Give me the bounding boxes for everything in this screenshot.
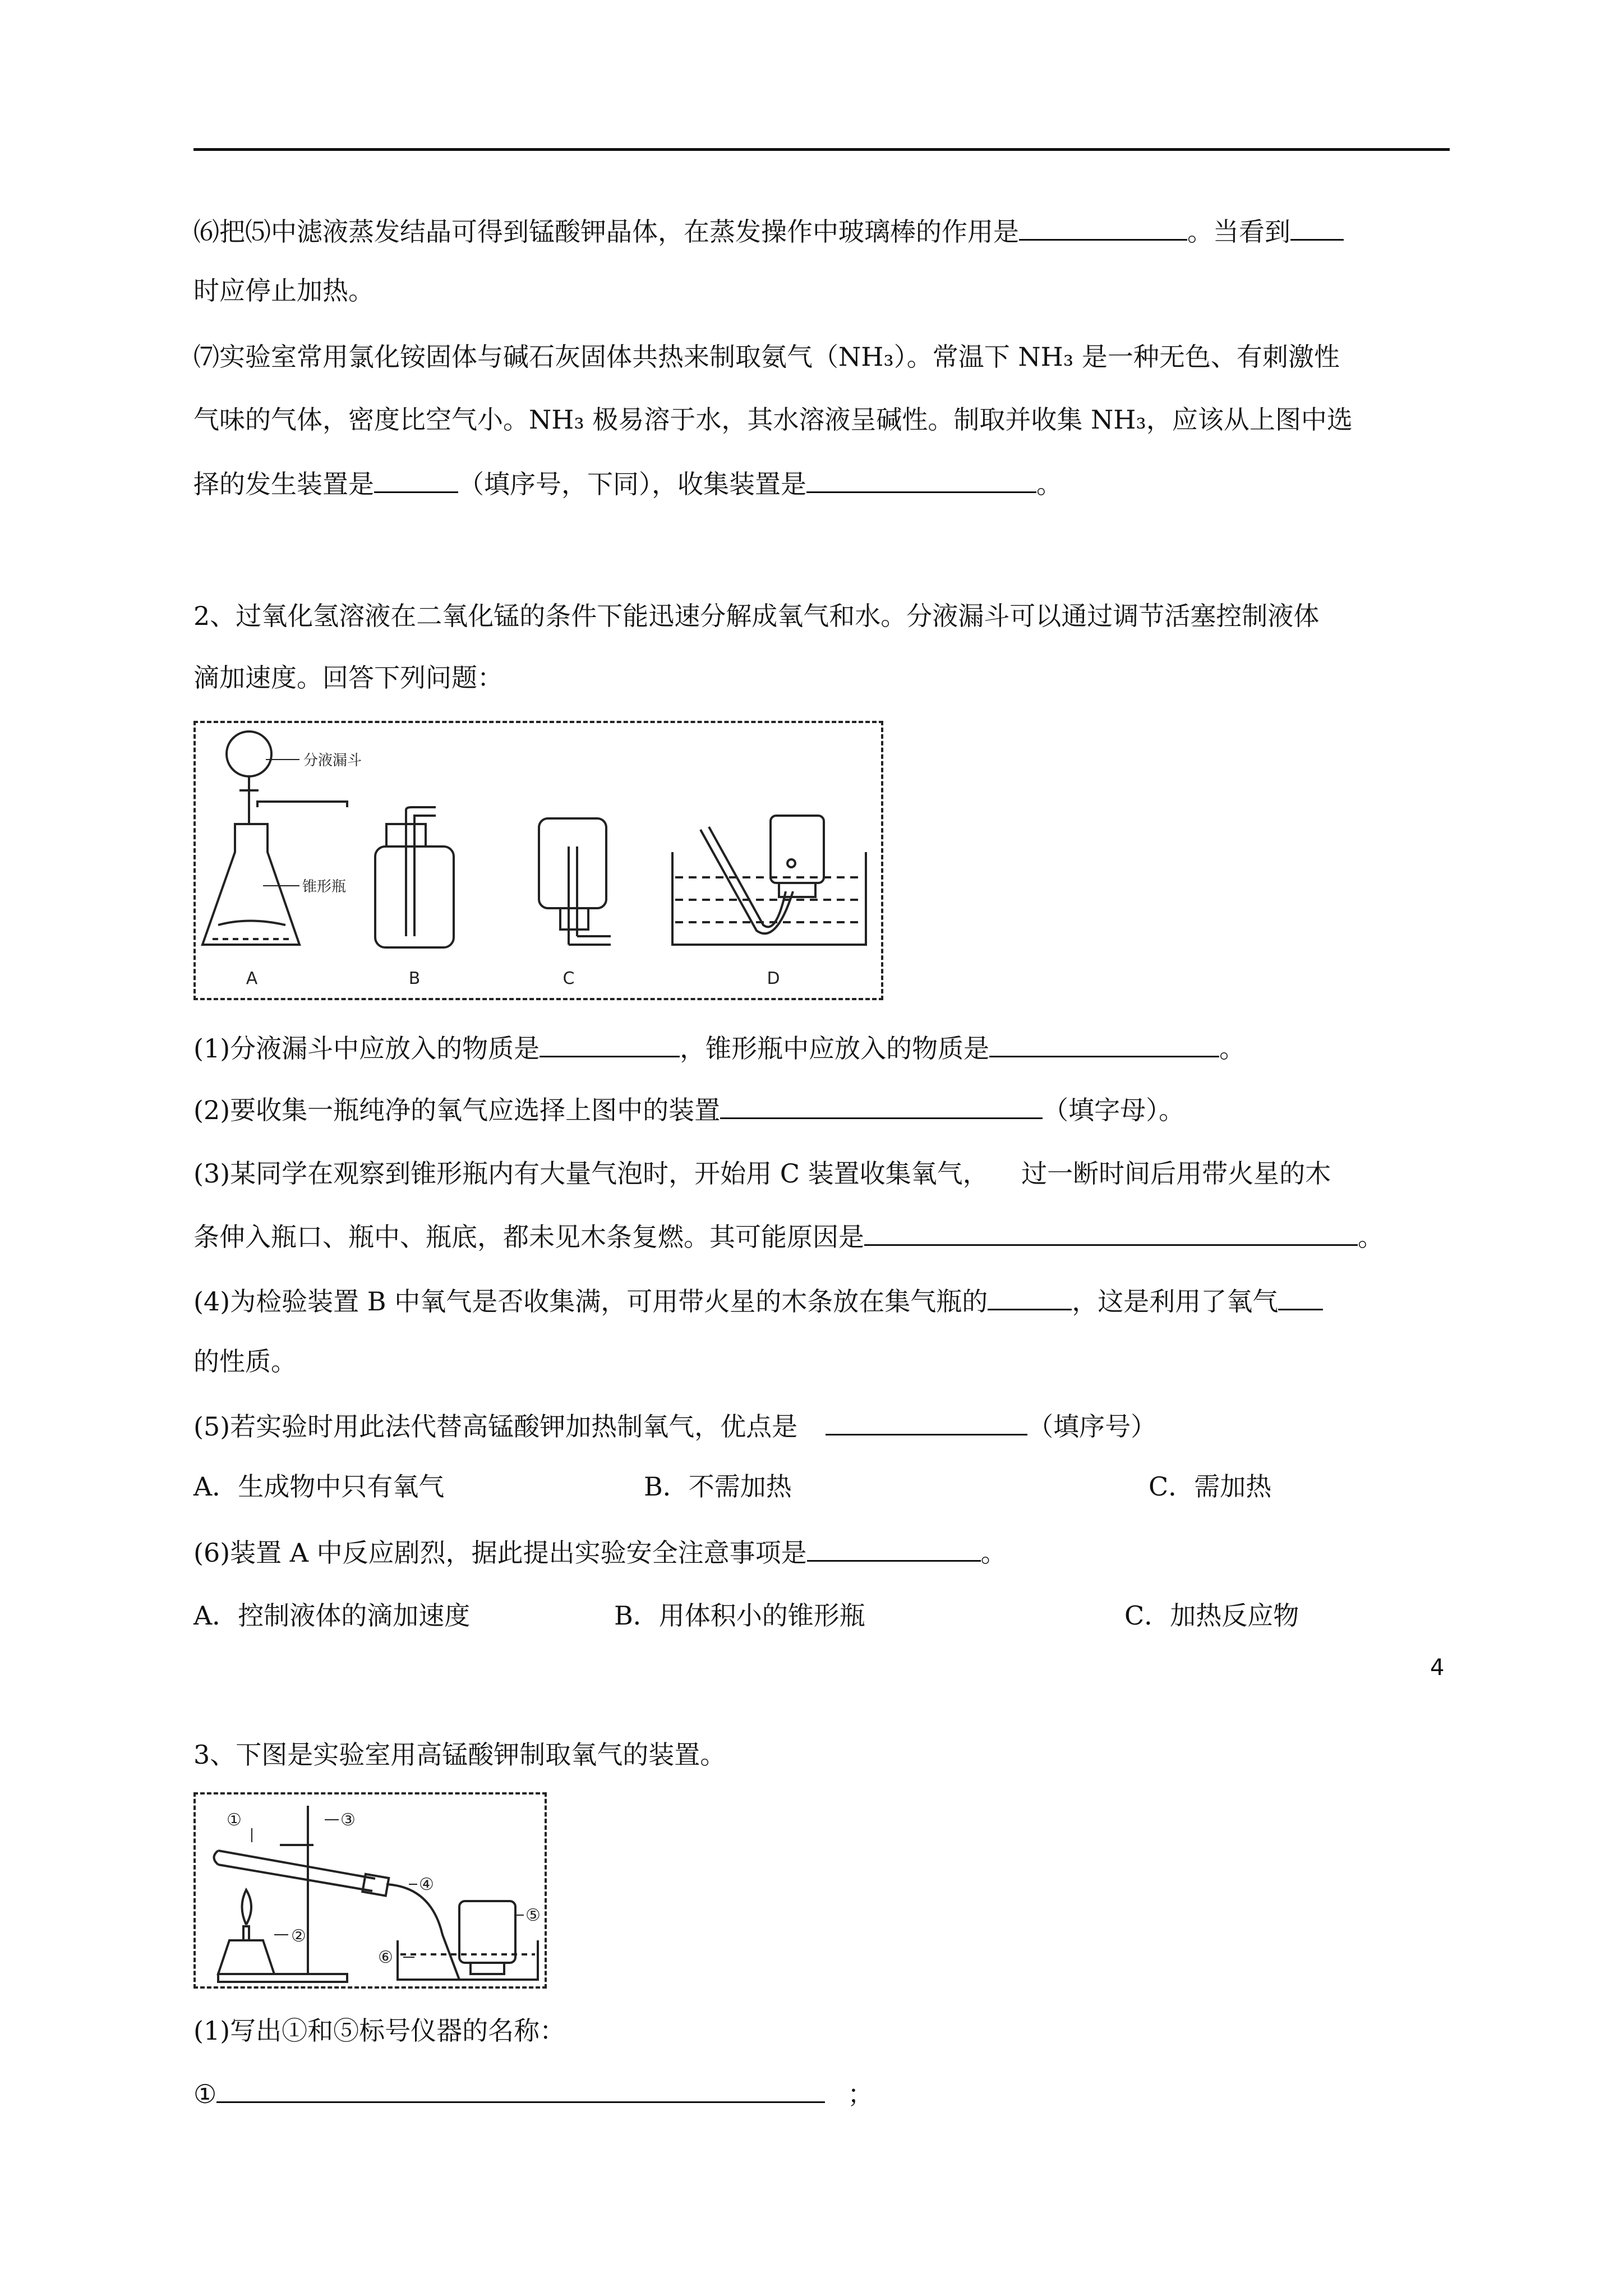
answer-blank[interactable] [216,2076,825,2103]
q1-sub6-text: ⑹把⑸中滤液蒸发结晶可得到锰酸钾晶体，在蒸发操作中玻璃棒的作用是 [193,217,1019,247]
q1-sub6-line1 [193,213,1344,249]
label-3: ③ [340,1810,356,1830]
q1-sub6-line2 [193,274,374,307]
q2-sub6-option-b: B．用体积小的锥形瓶 [614,1600,865,1631]
q2-sub1-text-3: 。 [1219,1033,1246,1064]
q2-sub2 [193,1092,1184,1127]
q3-sub1-answer [193,2076,873,2111]
answer-blank[interactable] [989,1030,1219,1057]
q2-sub1 [193,1030,1245,1065]
header-rule [193,148,1450,151]
q2-intro-line2 [193,661,503,694]
q2-sub5-text: (5)若实验时用此法代替高锰酸钾加热制氧气，优点是 [193,1411,798,1442]
q1-sub6-text-3: 时应停止加热。 [193,275,374,306]
answer-blank[interactable] [1290,213,1344,241]
q2-sub6-text-2: 。 [980,1538,1007,1568]
q2-sub3-text-2: 条伸入瓶口、瓶中、瓶底，都未见木条复燃。其可能原因是 [193,1222,864,1252]
label-funnel: 分液漏斗 [303,752,362,769]
label-c: C [562,969,575,988]
q2-sub1-text-2: ，锥形瓶中应放入的物质是 [680,1033,990,1064]
q2-sub2-text-2: （填字母）。 [1043,1095,1185,1125]
label-flask: 锥形瓶 [302,878,347,895]
q2-sub5-option-a: A．生成物中只有氧气 [193,1471,445,1502]
q3-sub1: (1)写出①和⑤标号仪器的名称： [193,2016,566,2046]
q2-sub3-line2 [193,1218,1384,1254]
q2-sub4-text-3: 的性质。 [193,1346,297,1377]
q2-sub3-text-3: 。 [1358,1222,1384,1252]
apparatus-b [375,807,454,947]
q2-sub5-option-c: C．需加热 [1149,1471,1272,1502]
answer-blank[interactable] [540,1030,680,1057]
answer-blank[interactable] [988,1283,1072,1310]
q2-sub1-text: (1)分液漏斗中应放入的物质是 [193,1033,540,1064]
q2-sub4-line2 [193,1345,297,1378]
label-d: D [767,969,780,988]
apparatus-d [672,816,866,945]
q2-sub5 [193,1408,1156,1443]
q1-sub7-line2 [193,403,1353,436]
q2-intro-text-2: 滴加速度。回答下列问题： [193,662,503,693]
q3-figure [193,1792,547,1989]
label-4: ④ [419,1875,434,1894]
answer-blank[interactable] [1278,1283,1323,1310]
q3-sub1-answer-text: ① [193,2079,217,2109]
label-1: ① [227,1810,242,1830]
q2-sub3-line1 [193,1157,1331,1190]
q2-sub2-text: (2)要收集一瓶纯净的氧气应选择上图中的装置 [193,1095,721,1125]
answer-blank[interactable] [807,1534,981,1562]
q2-sub6-text: (6)装置 A 中反应剧烈，据此提出实验安全注意事项是 [193,1538,807,1568]
answer-blank[interactable] [806,466,1036,493]
q1-sub7-text-4: （填序号，下同），收集装置是 [458,469,806,499]
label-5: ⑤ [525,1906,541,1925]
label-b: B [408,969,421,988]
q2-apparatus-drawing [196,723,881,998]
q3-sub1-answer-text-2: ； [847,2079,874,2109]
apparatus-c [539,818,611,945]
q2-sub6-option-a: A．控制液体的滴加速度 [193,1600,471,1631]
q3-intro: 3、下图是实验室用高锰酸钾制取氧气的装置。 [193,1740,726,1770]
label-a: A [246,969,258,988]
label-6: ⑥ [378,1948,393,1967]
answer-blank[interactable] [864,1218,1358,1246]
q1-sub6-text-2: 。当看到 [1187,217,1290,247]
q1-sub7-text-2: 气味的气体，密度比空气小。NH₃ 极易溶于水，其水溶液呈碱性。制取并收集 NH₃，应该从上图中选 [193,404,1353,435]
q2-sub3-text: (3)某同学在观察到锥形瓶内有大量气泡时，开始用 C 装置收集氧气， 过一断时间后用带火星的木 [193,1158,1331,1189]
q2-sub6-option-c: C．加热反应物 [1124,1600,1299,1631]
q2-intro-line1 [193,599,1319,633]
q3-number-labels [196,1795,545,1986]
q2-sub5-text-2: （填序号） [1027,1411,1157,1442]
q1-sub7-line3 [193,466,1062,501]
q2-intro-text: 2、过氧化氢溶液在二氧化锰的条件下能迅速分解成氧气和水。分液漏斗可以通过调节活塞控制液体 [193,601,1320,631]
q1-sub7-text: ⑺实验室常用氯化铵固体与碱石灰固体共热来制取氨气（NH₃）。常温下 NH₃ 是一种无色、有刺激性 [193,342,1340,372]
answer-blank[interactable] [374,466,458,493]
q2-sub4-text: (4)为检验装置 B 中氧气是否收集满，可用带火星的木条放在集气瓶的 [193,1286,988,1317]
answer-blank[interactable] [826,1408,1027,1435]
page-number: 4 [1430,1655,1445,1681]
answer-blank[interactable] [1019,213,1187,241]
answer-blank[interactable] [720,1092,1043,1119]
q2-figure [193,721,883,1000]
label-2: ② [291,1926,306,1946]
q2-sub4-line1 [193,1283,1323,1318]
q1-sub7-text-3: 择的发生装置是 [193,469,374,499]
q2-sub6 [193,1534,1007,1570]
q1-sub7-line1 [193,340,1340,374]
q2-sub5-option-b: B．不需加热 [644,1471,792,1502]
q2-sub4-text-2: ，这是利用了氧气 [1072,1286,1279,1317]
q1-sub7-text-5: 。 [1036,469,1062,499]
